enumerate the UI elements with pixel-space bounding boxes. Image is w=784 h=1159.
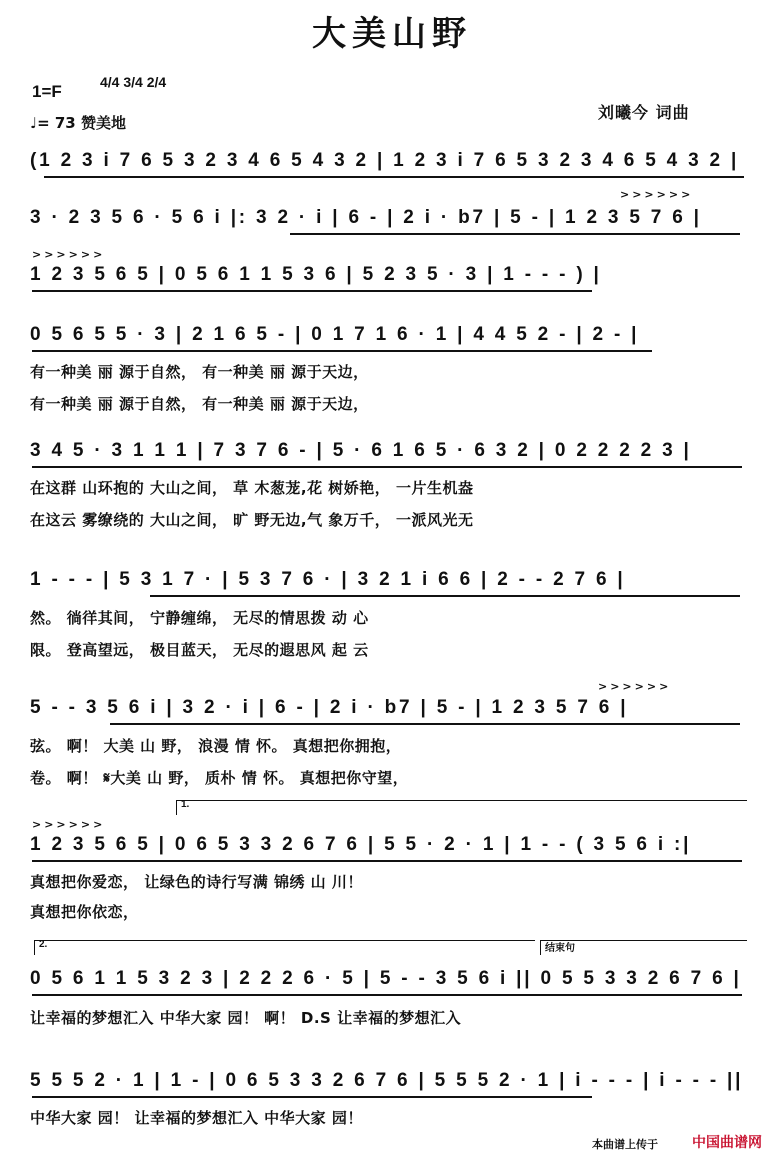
key-signature: 1=F: [32, 82, 62, 101]
tempo-marking: ♩= 73 赞美地: [30, 114, 126, 132]
notation-line: 1 2 3 5 6 5 | 0 6 5 3 3 2 6 7 6 | 5 5 · 2 · 1 | 1 - - ( 3 5 6 i :|: [30, 834, 692, 855]
notation-line: 3 4 5 · 3 1 1 1 | 7 3 7 6 - | 5 · 6 1 6 5 · 6 3 2 | 0 2 2 2 2 3 |: [30, 440, 692, 461]
lyric-line: 中华大家 园！ 让幸福的梦想汇入 中华大家 园！: [30, 1109, 363, 1127]
lyric-line: 有一种美 丽 源于自然， 有一种美 丽 源于天边，: [30, 363, 369, 381]
lyric-line: 卷。 啊！ 𝄋大美 山 野， 质朴 情 怀。 真想把你守望，: [30, 769, 409, 787]
notation-line: (1 2 3 i 7 6 5 3 2 3 4 6 5 4 3 2 | 1 2 3 i 7 6 5 3 2 3 4 6 5 4 3 2 |: [30, 150, 740, 171]
lyric-line: 让幸福的梦想汇入 中华大家 园！ 啊！ D.S 让幸福的梦想汇入: [30, 1009, 462, 1027]
beam-line: [32, 860, 742, 863]
volta-bracket-2: [34, 940, 535, 955]
lyric-line: 然。 徜徉其间， 宁静缠绵， 无尽的情思拨 动 心: [30, 609, 369, 627]
beam-line: [32, 1096, 592, 1099]
accent-marks: >>>>>>: [620, 188, 694, 201]
footer-text: 本曲谱上传于: [592, 1138, 658, 1151]
notation-line: 5 5 5 2 · 1 | 1 - | 0 6 5 3 3 2 6 7 6 | 5 5 5 2 · 1 | i - - - | i - - - ||: [30, 1070, 744, 1091]
notation-line: 0 5 6 1 1 5 3 2 3 | 2 2 2 6 · 5 | 5 - - 3 5 6 i || 0 5 5 3 3 2 6 7 6 |: [30, 968, 742, 989]
lyric-line: 在这云 雾缭绕的 大山之间， 旷 野无边,气 象万千， 一派风光无: [30, 511, 474, 529]
lyric-line: 有一种美 丽 源于自然， 有一种美 丽 源于天边，: [30, 395, 369, 413]
site-logo: 中国曲谱网: [692, 1135, 762, 1151]
notation-line: 1 - - - | 5 3 1 7 · | 5 3 7 6 · | 3 2 1 i 6 6 | 2 - - 2 7 6 |: [30, 569, 626, 590]
coda-label: 结束句: [545, 943, 575, 954]
beam-line: [44, 176, 744, 179]
beam-line: [32, 994, 742, 997]
lyric-line: 在这群 山环抱的 大山之间， 草 木葱茏,花 树娇艳， 一片生机盎: [30, 479, 474, 497]
lyric-line: 限。 登高望远， 极目蓝天， 无尽的遐思风 起 云: [30, 641, 369, 659]
coda-bracket: [540, 940, 747, 955]
page-title: 大美山野: [312, 14, 472, 54]
lyric-line: 弦。 啊！ 大美 山 野， 浪漫 情 怀。 真想把你拥抱，: [30, 737, 402, 755]
beam-line: [32, 466, 742, 469]
author-credit: 刘曦今 词曲: [598, 103, 690, 122]
accent-marks: >>>>>>: [32, 248, 106, 261]
beam-line: [110, 723, 740, 726]
lyric-line: 真想把你爱恋， 让绿色的诗行写满 锦绣 山 川！: [30, 873, 363, 891]
notation-line: 0 5 6 5 5 · 3 | 2 1 6 5 - | 0 1 7 1 6 · 1 | 4 4 5 2 - | 2 - |: [30, 324, 640, 345]
notation-line: 3 · 2 3 5 6 · 5 6 i |: 3 2 · i | 6 - | 2 i · b7 | 5 - | 1 2 3 5 7 6 |: [30, 207, 702, 228]
time-signatures: 4/4 3/4 2/4: [100, 74, 167, 90]
notation-line: 1 2 3 5 6 5 | 0 5 6 1 1 5 3 6 | 5 2 3 5 · 3 | 1 - - - ) |: [30, 264, 602, 285]
accent-marks: >>>>>>: [32, 818, 106, 831]
volta-label: 1.: [181, 799, 190, 810]
beam-line: [290, 233, 740, 236]
beam-line: [32, 290, 592, 293]
notation-line: 5 - - 3 5 6 i | 3 2 · i | 6 - | 2 i · b7 | 5 - | 1 2 3 5 7 6 |: [30, 697, 629, 718]
lyric-line: 真想把你依恋，: [30, 903, 139, 921]
beam-line: [150, 595, 740, 598]
volta-label: 2.: [39, 939, 48, 950]
accent-marks: >>>>>>: [598, 680, 672, 693]
volta-bracket-1: [176, 800, 747, 815]
beam-line: [32, 350, 652, 353]
